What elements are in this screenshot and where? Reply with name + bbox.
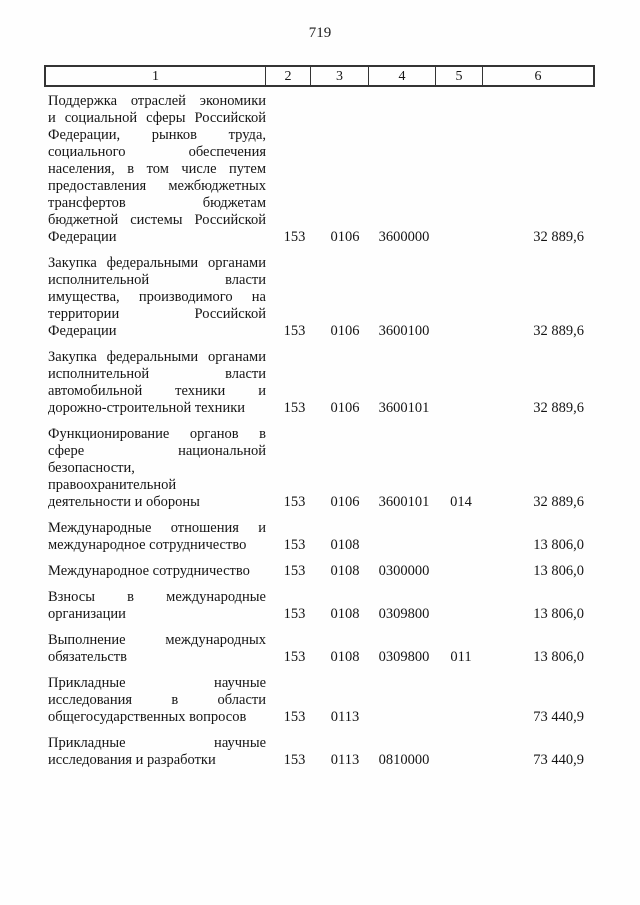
- cell-col2: 153: [283, 649, 306, 665]
- cell-description: [44, 255, 272, 340]
- cell-col2: 153: [283, 537, 306, 553]
- description-line: территории Российской: [48, 306, 266, 322]
- description-line: Функционирование органов в: [48, 426, 266, 442]
- cell-col4: 0309800: [378, 649, 430, 665]
- cell-col4: 0810000: [378, 752, 430, 768]
- cell-description: [44, 589, 272, 623]
- cell-col2: 153: [283, 323, 306, 339]
- description-line: социального обеспечения: [48, 144, 266, 160]
- cell-col3: 0106: [330, 400, 360, 416]
- cell-amount: 73 440,9: [533, 752, 584, 768]
- description-line: безопасности,: [48, 460, 135, 476]
- description-line: Международные отношения и: [48, 520, 266, 536]
- description-line: Прикладные научные: [48, 735, 266, 751]
- cell-col3: 0108: [330, 563, 360, 579]
- cell-amount: 13 806,0: [533, 563, 584, 579]
- cell-col4: 0309800: [378, 606, 430, 622]
- header-cell-5: 5: [435, 67, 482, 85]
- description-line: сфере национальной: [48, 443, 266, 459]
- cell-col4: 3600101: [378, 494, 430, 510]
- header-cell-4: 4: [368, 67, 435, 85]
- cell-col4: 0300000: [378, 563, 430, 579]
- cell-col5: 014: [450, 494, 472, 510]
- description-line: исполнительной власти: [48, 272, 266, 288]
- cell-col3: 0113: [330, 752, 360, 768]
- cell-col2: 153: [283, 752, 306, 768]
- cell-col4: 3600100: [378, 323, 430, 339]
- description-line: предоставления межбюджетных: [48, 178, 266, 194]
- cell-amount: 32 889,6: [533, 400, 584, 416]
- cell-description: [44, 563, 272, 580]
- cell-description: [44, 93, 272, 246]
- description-line: Закупка федеральными органами: [48, 255, 266, 271]
- description-line: дорожно-строительной техники: [48, 400, 246, 416]
- table-row: [44, 675, 595, 726]
- cell-description: [44, 520, 272, 554]
- budget-table: [44, 65, 595, 769]
- description-line: автомобильной техники и: [48, 383, 266, 399]
- table-row: [44, 426, 595, 511]
- description-line: населения, в том числе путем: [48, 161, 266, 177]
- description-line: деятельности и обороны: [48, 494, 200, 510]
- cell-col3: 0106: [330, 323, 360, 339]
- page-number: 719: [308, 25, 332, 41]
- cell-col5: 011: [450, 649, 472, 665]
- cell-col3: 0108: [330, 606, 360, 622]
- table-row: [44, 349, 595, 417]
- description-line: трансфертов бюджетам: [48, 195, 266, 211]
- cell-col2: 153: [283, 400, 306, 416]
- cell-col2: 153: [283, 709, 306, 725]
- table-row: [44, 589, 595, 623]
- header-cell-6: 6: [482, 67, 593, 85]
- table-row: [44, 735, 595, 769]
- cell-amount: 13 806,0: [533, 606, 584, 622]
- cell-col2: 153: [283, 494, 306, 510]
- table-row: [44, 563, 595, 580]
- cell-description: [44, 632, 272, 666]
- cell-description: [44, 426, 272, 511]
- description-line: и социальной сферы Российской: [48, 110, 266, 126]
- description-line: организации: [48, 606, 126, 622]
- cell-amount: 32 889,6: [533, 229, 584, 245]
- cell-col2: 153: [283, 606, 306, 622]
- cell-col3: 0108: [330, 537, 360, 553]
- cell-description: [44, 349, 272, 417]
- table-row: [44, 632, 595, 666]
- cell-col3: 0106: [330, 229, 360, 245]
- description-line: общегосударственных вопросов: [48, 709, 247, 725]
- table-row: [44, 255, 595, 340]
- header-cell-2: 2: [265, 67, 310, 85]
- cell-description: [44, 675, 272, 726]
- cell-col4: 3600101: [378, 400, 430, 416]
- cell-amount: 13 806,0: [533, 649, 584, 665]
- description-line: Международное сотрудничество: [48, 563, 250, 579]
- cell-amount: 73 440,9: [533, 709, 584, 725]
- table-header-row: [44, 65, 595, 87]
- cell-amount: 32 889,6: [533, 494, 584, 510]
- cell-description: [44, 735, 272, 769]
- description-line: Поддержка отраслей экономики: [48, 93, 266, 109]
- cell-col4: 3600000: [378, 229, 430, 245]
- description-line: Взносы в международные: [48, 589, 266, 605]
- table-body: [44, 93, 595, 769]
- description-line: Федерации: [48, 229, 117, 245]
- cell-amount: 13 806,0: [533, 537, 584, 553]
- description-line: Федерации, рынков труда,: [48, 127, 266, 143]
- description-line: Закупка федеральными органами: [48, 349, 266, 365]
- cell-col2: 153: [283, 229, 306, 245]
- description-line: исследования и разработки: [48, 752, 216, 768]
- cell-col3: 0108: [330, 649, 360, 665]
- description-line: исполнительной власти: [48, 366, 266, 382]
- description-line: Выполнение международных: [48, 632, 266, 648]
- description-line: имущества, производимого на: [48, 289, 266, 305]
- cell-amount: 32 889,6: [533, 323, 584, 339]
- description-line: Федерации: [48, 323, 117, 339]
- header-cell-1: 1: [152, 68, 159, 84]
- description-line: Прикладные научные: [48, 675, 266, 691]
- cell-col3: 0106: [330, 494, 360, 510]
- header-cell-3: 3: [310, 67, 368, 85]
- description-line: международное сотрудничество: [48, 537, 247, 553]
- description-line: обязательств: [48, 649, 127, 665]
- table-row: [44, 520, 595, 554]
- description-line: правоохранительной: [48, 477, 177, 493]
- description-line: бюджетной системы Российской: [48, 212, 266, 228]
- cell-col3: 0113: [330, 709, 360, 725]
- cell-col2: 153: [283, 563, 306, 579]
- table-row: [44, 93, 595, 246]
- description-line: исследования в области: [48, 692, 266, 708]
